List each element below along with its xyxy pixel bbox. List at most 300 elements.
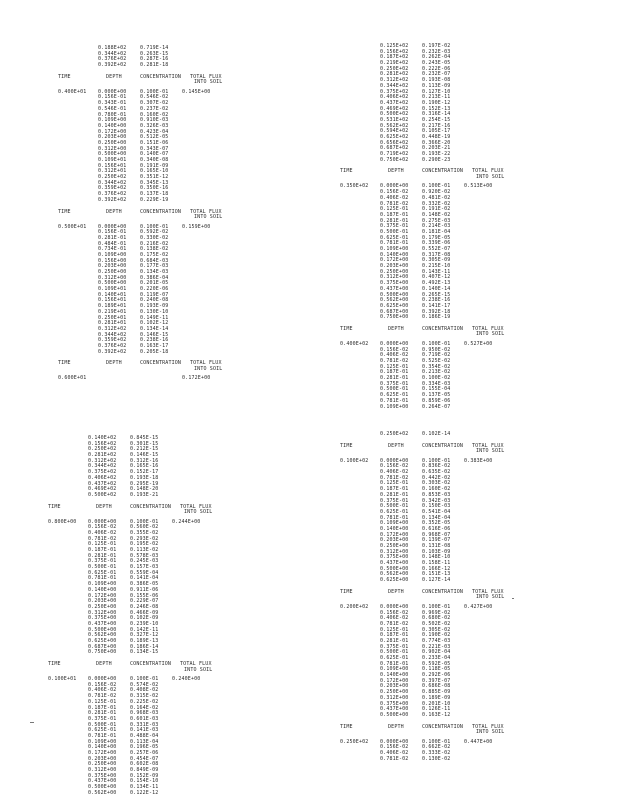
time-cell: 0.400E+02 [340, 340, 369, 347]
depth-cell: 0.156E-02 [88, 524, 117, 531]
data-row [48, 650, 200, 656]
column-header [340, 168, 505, 180]
data-row [340, 757, 492, 763]
concentration-cell: 0.127E-10 [422, 88, 451, 95]
depth-cell: 0.500E-01 [88, 721, 117, 728]
concentration-cell: 0.102E-09 [130, 615, 159, 622]
concentration-cell: 0.137E-05 [422, 392, 451, 399]
header-concentration: CONCENTRATION [140, 208, 182, 215]
header-time: TIME [58, 360, 71, 367]
header-time: TIME [58, 73, 71, 80]
depth-cell: 0.375E-01 [380, 223, 409, 230]
depth-cell: 0.344E+02 [98, 179, 127, 186]
concentration-cell: 0.214E-03 [422, 223, 451, 230]
time-cell: 0.350E+02 [340, 183, 369, 190]
header-time: TIME [340, 325, 353, 332]
depth-cell: 0.281E+02 [88, 452, 117, 459]
concentration-cell: 0.152E-09 [130, 772, 159, 779]
depth-cell: 0.781E-01 [380, 240, 409, 247]
concentration-cell: 0.142E-11 [130, 626, 159, 633]
concentration-cell: 0.265E-15 [422, 291, 451, 298]
concentration-cell: 0.165E-10 [140, 168, 169, 175]
quadrant-top-left [58, 45, 223, 382]
flux-cell: 0.527E+00 [464, 340, 493, 347]
time-cell: 0.600E+01 [58, 375, 87, 382]
depth-cell: 0.000E+00 [98, 88, 127, 95]
flux-cell: 0.145E+00 [182, 88, 211, 95]
header-flux-unit: INTO SOIL [476, 729, 505, 736]
concentration-cell: 0.684E-03 [140, 257, 169, 264]
depth-cell: 0.344E+02 [380, 82, 409, 89]
concentration-cell: 0.155E-04 [422, 386, 451, 393]
header-depth: DEPTH [106, 360, 122, 367]
concentration-cell: 0.257E-06 [130, 750, 159, 756]
depth-cell: 0.281E-01 [98, 234, 127, 241]
column-header [340, 588, 505, 601]
concentration-cell: 0.122E-12 [130, 789, 159, 796]
depth-cell: 0.109E+00 [98, 251, 127, 258]
depth-cell: 0.734E-01 [98, 246, 127, 253]
depth-cell: 0.375E-01 [380, 380, 409, 387]
depth-cell: 0.125E-01 [380, 480, 409, 487]
depth-cell: 0.156E-02 [380, 744, 409, 751]
concentration-cell: 0.190E-02 [422, 632, 451, 639]
header-flux-unit: INTO SOIL [476, 331, 505, 338]
depth-cell: 0.000E+00 [380, 183, 409, 190]
depth-cell: 0.250E+00 [88, 761, 117, 768]
depth-cell: 0.312E+00 [380, 694, 409, 701]
concentration-cell: 0.233E-04 [422, 655, 451, 661]
depth-cell: 0.219E+01 [98, 308, 127, 315]
concentration-cell: 0.559E-04 [130, 569, 159, 576]
concentration-cell: 0.113E-04 [130, 738, 159, 745]
depth-cell: 0.281E-01 [380, 637, 409, 644]
concentration-cell: 0.151E-06 [140, 139, 169, 146]
concentration-cell: 0.217E-16 [422, 122, 451, 129]
depth-cell: 0.500E-01 [380, 386, 409, 393]
flux-cell: 0.447E+00 [464, 738, 493, 745]
depth-cell: 0.125E-01 [380, 206, 409, 213]
depth-cell: 0.109E+01 [98, 157, 127, 163]
depth-cell: 0.500E+00 [380, 565, 409, 572]
concentration-cell: 0.552E-07 [422, 246, 451, 252]
depth-cell: 0.781E-02 [380, 358, 409, 364]
depth-cell: 0.500E+00 [380, 291, 409, 298]
depth-cell: 0.437E+00 [380, 706, 409, 713]
flux-cell: 0.427E+00 [464, 603, 493, 610]
concentration-cell: 0.163E-12 [422, 711, 451, 718]
concentration-cell: 0.492E-13 [422, 280, 451, 287]
concentration-cell: 0.100E-02 [422, 375, 451, 382]
header-flux: TOTAL FLUX [472, 168, 504, 175]
depth-cell: 0.281E+02 [380, 71, 409, 78]
concentration-cell: 0.466E-09 [130, 609, 159, 616]
concentration-cell: 0.386E-04 [140, 274, 169, 281]
depth-cell: 0.687E+02 [380, 145, 409, 152]
depth-cell: 0.250E+00 [88, 603, 117, 610]
concentration-cell: 0.130E-10 [140, 308, 169, 315]
data-row [48, 791, 200, 797]
concentration-cell: 0.950E-02 [422, 346, 451, 353]
concentration-cell: 0.334E-03 [422, 380, 451, 387]
concentration-cell: 0.301E-15 [130, 440, 159, 447]
header-time: TIME [340, 442, 353, 449]
depth-cell: 0.203E+00 [380, 683, 409, 690]
concentration-cell: 0.969E-02 [422, 609, 451, 616]
depth-cell: 0.125E+02 [380, 43, 409, 49]
concentration-cell: 0.232E-03 [422, 48, 451, 55]
column-header [340, 723, 505, 736]
concentration-cell: 0.397E-07 [422, 677, 451, 684]
depth-cell: 0.781E-01 [88, 575, 117, 582]
depth-cell: 0.281E-01 [88, 552, 117, 559]
depth-cell: 0.140E+00 [98, 122, 127, 129]
concentration-cell: 0.148E-10 [422, 554, 451, 561]
header-concentration: CONCENTRATION [422, 442, 464, 449]
concentration-cell: 0.243E-05 [422, 60, 451, 67]
depth-cell: 0.156E-02 [88, 681, 117, 688]
concentration-cell: 0.719E-02 [422, 352, 451, 359]
concentration-cell: 0.774E-03 [422, 637, 451, 644]
concentration-cell: 0.134E-14 [140, 325, 169, 332]
concentration-cell: 0.146E-15 [140, 331, 169, 338]
concentration-cell: 0.254E-15 [422, 116, 451, 123]
depth-cell: 0.437E+00 [380, 560, 409, 567]
concentration-cell: 0.100E-01 [130, 518, 159, 525]
concentration-cell: 0.186E-14 [130, 643, 159, 650]
depth-cell: 0.500E+02 [380, 111, 409, 118]
header-depth: DEPTH [106, 208, 122, 215]
concentration-cell: 0.100E-01 [140, 88, 169, 95]
depth-cell: 0.376E+02 [98, 191, 127, 198]
concentration-cell: 0.149E-11 [140, 314, 169, 321]
depth-cell: 0.500E-01 [88, 564, 117, 571]
data-row [58, 63, 210, 69]
depth-cell: 0.625E+00 [380, 302, 409, 309]
concentration-cell: 0.113E-09 [422, 82, 451, 89]
concentration-cell: 0.602E-08 [130, 761, 159, 768]
depth-cell: 0.156E-01 [98, 229, 127, 236]
data-row [340, 315, 492, 321]
column-header [58, 360, 223, 372]
concentration-cell: 0.140E-14 [422, 285, 451, 292]
depth-cell: 0.406E-02 [88, 529, 117, 536]
concentration-cell: 0.238E-16 [422, 297, 451, 304]
concentration-cell: 0.616E-06 [422, 525, 451, 532]
depth-cell: 0.188E+02 [98, 45, 127, 51]
depth-cell: 0.719E+02 [380, 151, 409, 158]
concentration-cell: 0.245E-03 [130, 558, 159, 565]
header-flux: TOTAL FLUX [472, 723, 504, 730]
concentration-cell: 0.281E-18 [140, 62, 169, 69]
header-time: TIME [48, 661, 61, 668]
concentration-cell: 0.488E-04 [130, 732, 159, 739]
column-header [58, 73, 223, 86]
data-row [58, 198, 210, 204]
depth-cell: 0.156E-01 [98, 94, 127, 101]
depth-cell: 0.406E-02 [380, 194, 409, 201]
concentration-cell: 0.305E-09 [422, 257, 451, 264]
concentration-cell: 0.239E-10 [130, 620, 159, 627]
concentration-cell: 0.408E-02 [130, 687, 159, 694]
concentration-cell: 0.312E-16 [130, 457, 159, 464]
depth-cell: 0.109E+00 [88, 738, 117, 745]
depth-cell: 0.780E-01 [98, 111, 127, 118]
depth-cell: 0.281E-01 [380, 375, 409, 382]
concentration-cell: 0.143E-11 [422, 268, 451, 275]
depth-cell: 0.625E-01 [88, 569, 117, 576]
concentration-cell: 0.343E-07 [140, 145, 169, 152]
concentration-cell: 0.212E-15 [130, 446, 159, 453]
depth-cell: 0.000E+00 [88, 518, 117, 525]
header-depth: DEPTH [388, 723, 404, 730]
concentration-cell: 0.175E-02 [140, 251, 169, 258]
flux-cell: 0.513E+00 [464, 183, 493, 190]
concentration-cell: 0.113E-02 [130, 547, 159, 553]
depth-cell: 0.109E+00 [380, 520, 409, 527]
concentration-cell: 0.164E-02 [130, 704, 159, 711]
depth-cell: 0.203E+00 [380, 263, 409, 270]
concentration-cell: 0.968E-07 [422, 531, 451, 538]
concentration-cell: 0.574E-02 [130, 681, 159, 688]
time-cell: 0.100E+01 [48, 676, 77, 683]
stray-mark [512, 598, 514, 599]
concentration-cell: 0.102E-12 [140, 320, 169, 327]
concentration-cell: 0.303E-02 [422, 480, 451, 487]
concentration-cell: 0.407E-12 [422, 274, 451, 281]
depth-cell: 0.406E-02 [380, 352, 409, 359]
concentration-cell: 0.853E-03 [422, 491, 451, 498]
header-flux-unit: INTO SOIL [194, 79, 223, 86]
depth-cell: 0.375E+02 [88, 469, 117, 476]
depth-cell: 0.140E+00 [380, 672, 409, 679]
data-row [340, 578, 492, 584]
depth-cell: 0.562E+00 [380, 297, 409, 304]
depth-cell: 0.625E-01 [380, 508, 409, 515]
concentration-cell: 0.859E-06 [422, 397, 451, 404]
data-row [340, 713, 492, 719]
depth-cell: 0.375E-01 [88, 558, 117, 565]
depth-cell: 0.140E+00 [380, 251, 409, 258]
concentration-cell: 0.157E-03 [130, 564, 159, 571]
header-concentration: CONCENTRATION [422, 588, 464, 595]
depth-cell: 0.281E-01 [380, 491, 409, 498]
depth-cell: 0.156E+01 [98, 297, 127, 304]
header-flux-unit: INTO SOIL [184, 666, 213, 673]
column-header [340, 325, 505, 338]
concentration-cell: 0.134E-03 [140, 269, 169, 275]
concentration-cell: 0.160E-02 [140, 111, 169, 118]
concentration-cell: 0.454E-07 [130, 755, 159, 762]
depth-cell: 0.312E+01 [98, 168, 127, 175]
concentration-cell: 0.134E-04 [422, 514, 451, 521]
time-cell: 0.200E+02 [340, 603, 369, 610]
depth-cell: 0.281E+01 [98, 320, 127, 327]
depth-cell: 0.625E-01 [380, 655, 409, 661]
concentration-cell: 0.352E-05 [422, 520, 451, 527]
header-flux: TOTAL FLUX [472, 325, 504, 332]
concentration-cell: 0.339E-06 [422, 240, 451, 247]
depth-cell: 0.392E+02 [98, 62, 127, 69]
concentration-cell: 0.910E-03 [140, 117, 169, 124]
depth-cell: 0.125E-01 [88, 541, 117, 548]
time-cell: 0.500E+01 [58, 223, 87, 230]
concentration-cell: 0.138E-02 [140, 246, 169, 253]
depth-cell: 0.125E-01 [380, 626, 409, 633]
header-flux: TOTAL FLUX [190, 73, 222, 80]
concentration-cell: 0.158E-11 [422, 560, 451, 567]
concentration-cell: 0.137E-18 [140, 191, 169, 198]
concentration-cell: 0.902E-04 [422, 649, 451, 656]
depth-cell: 0.250E+02 [380, 65, 409, 72]
depth-cell: 0.781E-02 [380, 200, 409, 207]
column-header [340, 442, 505, 455]
concentration-cell: 0.100E-01 [140, 223, 169, 230]
header-depth: DEPTH [388, 588, 404, 595]
concentration-cell: 0.968E-03 [130, 710, 159, 717]
depth-cell: 0.484E-01 [98, 240, 127, 247]
header-flux: TOTAL FLUX [180, 661, 212, 668]
depth-cell: 0.359E+02 [98, 337, 127, 344]
quadrant-bottom-right [340, 431, 505, 762]
concentration-cell: 0.118E-05 [422, 666, 451, 673]
depth-cell: 0.546E-01 [98, 105, 127, 112]
depth-cell: 0.625E+00 [380, 577, 409, 584]
depth-cell: 0.687E+00 [88, 643, 117, 650]
depth-cell: 0.140E+02 [88, 435, 117, 441]
concentration-cell: 0.392E-18 [422, 308, 451, 315]
header-flux: TOTAL FLUX [190, 208, 222, 215]
depth-cell: 0.375E+02 [380, 88, 409, 95]
depth-cell: 0.469E+02 [380, 105, 409, 112]
concentration-cell: 0.155E-06 [130, 592, 159, 599]
depth-cell: 0.156E-02 [380, 189, 409, 196]
concentration-cell: 0.232E-07 [422, 71, 451, 78]
depth-cell: 0.000E+00 [380, 738, 409, 745]
depth-cell: 0.156E-02 [380, 609, 409, 616]
concentration-cell: 0.307E-02 [140, 100, 169, 107]
depth-cell: 0.172E+00 [88, 750, 117, 756]
concentration-cell: 0.345E-13 [140, 179, 169, 186]
concentration-cell: 0.920E-02 [422, 189, 451, 196]
depth-cell: 0.625E+00 [88, 638, 117, 644]
depth-cell: 0.250E+00 [98, 139, 127, 146]
depth-cell: 0.250E+02 [88, 446, 117, 453]
depth-cell: 0.312E+00 [88, 767, 117, 774]
concentration-cell: 0.177E-03 [140, 263, 169, 270]
data-row [58, 350, 210, 356]
depth-cell: 0.203E+00 [88, 598, 117, 605]
depth-cell: 0.000E+00 [380, 340, 409, 347]
depth-cell: 0.562E+02 [380, 122, 409, 129]
concentration-cell: 0.354E-02 [422, 363, 451, 370]
concentration-cell: 0.845E-15 [130, 435, 159, 441]
depth-cell: 0.406E-02 [380, 749, 409, 756]
depth-cell: 0.375E+00 [380, 280, 409, 287]
concentration-cell: 0.295E-19 [130, 480, 159, 487]
depth-cell: 0.250E+00 [98, 269, 127, 275]
depth-cell: 0.500E-01 [380, 649, 409, 656]
time-cell: 0.250E+02 [340, 738, 369, 745]
header-flux: TOTAL FLUX [472, 442, 504, 449]
concentration-cell: 0.275E-03 [422, 217, 451, 224]
header-flux: TOTAL FLUX [180, 503, 212, 510]
header-concentration: CONCENTRATION [422, 325, 464, 332]
depth-cell: 0.562E+00 [380, 571, 409, 578]
depth-cell: 0.189E+01 [98, 303, 127, 310]
concentration-cell: 0.592E-05 [422, 660, 451, 667]
flux-cell: 0.172E+00 [182, 375, 211, 382]
concentration-cell: 0.197E-02 [422, 43, 451, 49]
depth-cell: 0.187E-01 [380, 486, 409, 493]
concentration-cell: 0.102E-14 [422, 431, 451, 437]
concentration-cell: 0.100E-01 [422, 340, 451, 347]
concentration-cell: 0.560E-02 [130, 524, 159, 531]
header-time: TIME [58, 208, 71, 215]
concentration-cell: 0.635E-02 [422, 469, 451, 476]
depth-cell: 0.469E+02 [88, 486, 117, 493]
depth-cell: 0.312E+00 [380, 274, 409, 281]
depth-cell: 0.344E+02 [98, 331, 127, 338]
depth-cell: 0.156E+01 [98, 162, 127, 169]
concentration-cell: 0.193E-21 [130, 491, 159, 498]
concentration-cell: 0.166E-12 [422, 565, 451, 572]
concentration-cell: 0.151E-13 [422, 571, 451, 578]
depth-cell: 0.109E+00 [98, 117, 127, 124]
depth-cell: 0.392E+02 [98, 348, 127, 355]
depth-cell: 0.312E+02 [98, 325, 127, 332]
header-time: TIME [340, 168, 353, 175]
header-depth: DEPTH [388, 168, 404, 175]
concentration-cell: 0.287E-16 [140, 56, 169, 63]
concentration-cell: 0.193E-22 [422, 151, 451, 158]
concentration-cell: 0.366E-20 [422, 139, 451, 146]
concentration-cell: 0.196E-05 [130, 744, 159, 751]
concentration-cell: 0.592E-02 [140, 229, 169, 236]
depth-cell: 0.156E+02 [380, 48, 409, 55]
concentration-cell: 0.327E-12 [130, 632, 159, 639]
concentration-cell: 0.191E-09 [140, 162, 169, 169]
stray-mark [30, 722, 34, 723]
concentration-cell: 0.340E-08 [140, 157, 169, 163]
depth-cell: 0.312E+00 [88, 609, 117, 616]
concentration-cell: 0.205E-18 [140, 348, 169, 355]
concentration-cell: 0.190E-12 [422, 99, 451, 106]
flux-cell: 0.383E+00 [464, 457, 493, 464]
depth-cell: 0.375E+00 [380, 700, 409, 707]
depth-cell: 0.187E-01 [380, 369, 409, 376]
depth-cell: 0.172E+00 [380, 531, 409, 538]
concentration-cell: 0.331E-03 [130, 721, 159, 728]
depth-cell: 0.625E-01 [380, 392, 409, 399]
concentration-cell: 0.662E-02 [422, 744, 451, 751]
depth-cell: 0.781E-01 [380, 397, 409, 404]
depth-cell: 0.406E+02 [380, 94, 409, 101]
depth-cell: 0.000E+00 [98, 223, 127, 230]
depth-cell: 0.781E-02 [380, 620, 409, 627]
concentration-cell: 0.911E-06 [130, 586, 159, 593]
header-depth: DEPTH [96, 661, 112, 668]
time-cell: 0.100E+02 [340, 457, 369, 464]
concentration-cell: 0.189E-09 [422, 694, 451, 701]
depth-cell: 0.250E+01 [98, 314, 127, 321]
concentration-cell: 0.541E-04 [422, 508, 451, 515]
depth-cell: 0.250E+00 [380, 543, 409, 549]
concentration-cell: 0.186E-19 [422, 314, 451, 321]
header-flux-unit: INTO SOIL [194, 365, 223, 372]
header-flux: TOTAL FLUX [472, 588, 504, 595]
depth-cell: 0.312E+02 [88, 457, 117, 464]
